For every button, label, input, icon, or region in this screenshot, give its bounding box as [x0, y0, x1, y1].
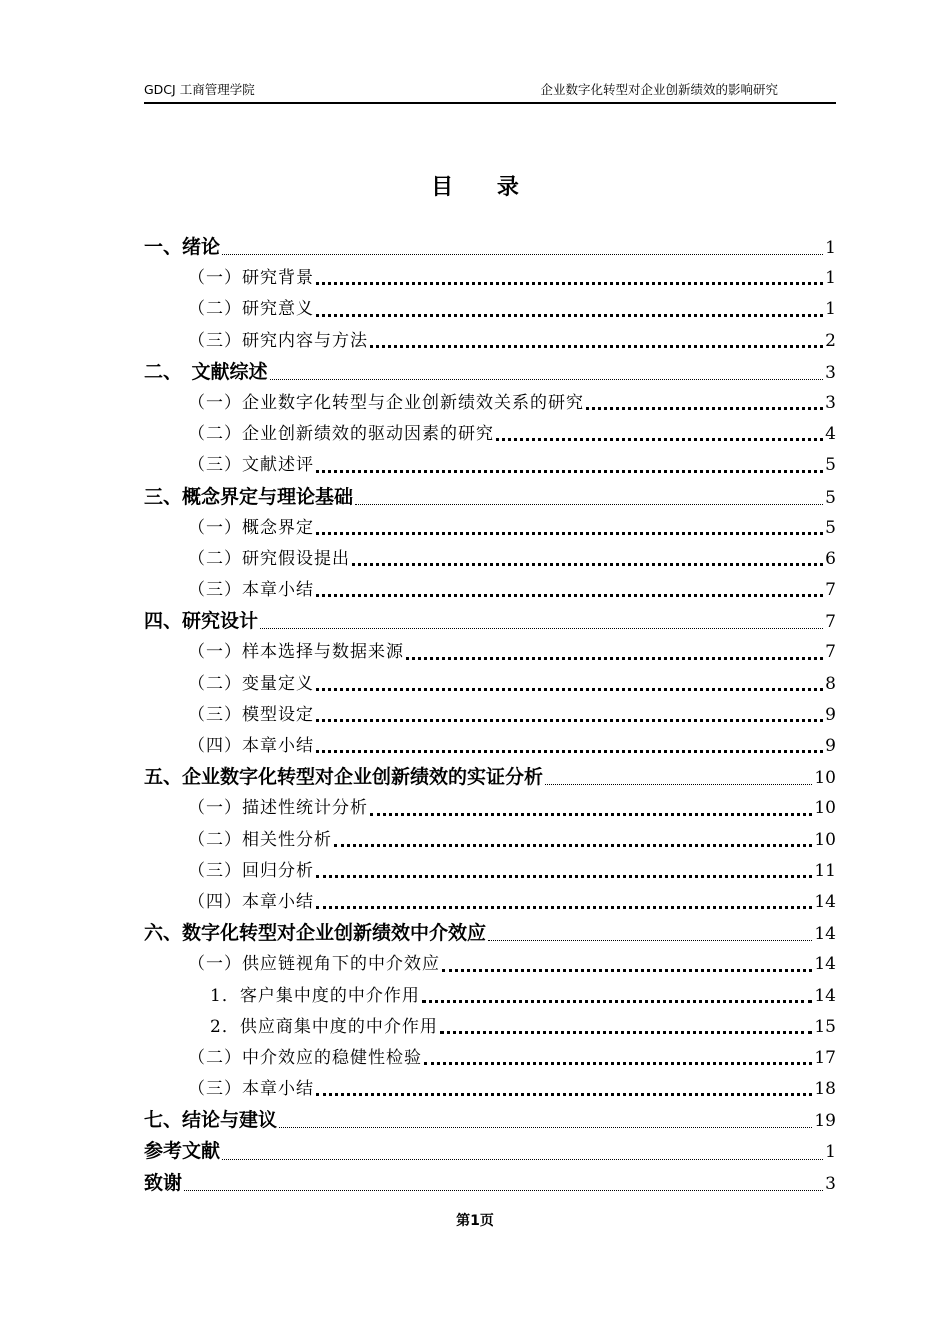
toc-entry-label: 1．客户集中度的中介作用 [210, 985, 420, 1006]
toc-dot-leader [406, 651, 823, 660]
toc-entry-label: 六、数字化转型对企业创新绩效中介效应 [144, 922, 487, 945]
toc-dot-leader [316, 744, 823, 753]
toc-entry-page: 15 [814, 1016, 836, 1037]
toc-entry-page: 17 [814, 1047, 836, 1068]
toc-entry[interactable] [144, 1074, 836, 1105]
header-school: GDCJ 工商管理学院 [144, 82, 255, 97]
toc-entry[interactable] [144, 294, 836, 325]
toc-entry-label: 七、结论与建议 [144, 1109, 278, 1132]
toc-dot-leader [355, 496, 823, 505]
toc-dot-leader [184, 1182, 823, 1191]
toc-dot-leader [316, 526, 823, 535]
toc-entry-label: 参考文献 [144, 1140, 221, 1163]
toc-dot-leader [222, 246, 823, 255]
toc-entry[interactable] [144, 949, 836, 980]
toc-entry-page: 14 [814, 891, 836, 912]
toc-dot-leader [316, 588, 823, 597]
table-of-contents [144, 232, 836, 1199]
toc-dot-leader [279, 1119, 812, 1128]
toc-entry-label: （四）本章小结 [188, 891, 314, 912]
toc-entry-label: （二）研究意义 [188, 299, 314, 320]
toc-entry-page: 3 [825, 362, 836, 383]
toc-entry-label: （二）相关性分析 [188, 829, 332, 850]
toc-entry-label: 2．供应商集中度的中介作用 [210, 1016, 438, 1037]
toc-entry-label: 致谢 [144, 1171, 183, 1194]
toc-entry-page: 6 [825, 548, 836, 569]
toc-entry-page: 1 [825, 299, 836, 320]
toc-entry-page: 1 [825, 268, 836, 289]
toc-dot-leader [316, 308, 823, 317]
toc-dot-leader [352, 557, 823, 566]
toc-title-char-2: 录 [496, 175, 519, 200]
toc-entry[interactable] [144, 357, 836, 388]
toc-entry-label: 三、概念界定与理论基础 [144, 485, 354, 508]
toc-entry-page: 19 [814, 1111, 836, 1132]
toc-entry-page: 5 [825, 517, 836, 538]
toc-dot-leader [316, 464, 823, 473]
toc-entry-label: （三）回归分析 [188, 860, 314, 881]
toc-entry-page: 9 [825, 704, 836, 725]
toc-entry-label: （三）本章小结 [188, 1079, 314, 1100]
toc-dot-leader [370, 807, 812, 816]
toc-dot-leader [442, 963, 812, 972]
toc-dot-leader [370, 339, 823, 348]
toc-entry-page: 2 [825, 330, 836, 351]
toc-entry[interactable] [144, 575, 836, 606]
toc-entry-label: （四）本章小结 [188, 736, 314, 756]
toc-entry-page: 3 [825, 1173, 836, 1194]
toc-entry-page: 9 [825, 736, 836, 756]
toc-entry-page: 5 [825, 455, 836, 476]
toc-entry[interactable] [144, 825, 836, 856]
toc-entry-page: 14 [814, 924, 836, 945]
toc-entry-page: 4 [825, 424, 836, 445]
toc-entry-label: （一）样本选择与数据来源 [188, 642, 404, 663]
toc-dot-leader [488, 932, 812, 941]
toc-entry-label: （一）描述性统计分析 [188, 798, 368, 819]
toc-entry-page: 10 [814, 798, 836, 819]
toc-entry[interactable] [144, 1168, 836, 1199]
toc-entry[interactable] [144, 669, 836, 700]
toc-title-char-1: 目 [431, 175, 454, 200]
toc-entry[interactable] [144, 482, 836, 513]
toc-entry[interactable] [144, 1012, 836, 1043]
toc-entry-page: 10 [814, 768, 836, 789]
toc-entry-label: （二）变量定义 [188, 673, 314, 694]
page-header [144, 76, 836, 104]
toc-entry-label: （三）文献述评 [188, 455, 314, 476]
toc-dot-leader [316, 713, 823, 722]
toc-dot-leader [496, 432, 823, 441]
toc-dot-leader [586, 401, 823, 410]
toc-entry[interactable] [144, 388, 836, 419]
toc-dot-leader [316, 869, 812, 878]
toc-entry-label: 四、研究设计 [144, 610, 259, 633]
toc-entry[interactable] [144, 731, 836, 762]
toc-dot-leader [222, 1151, 823, 1160]
header-thesis-title: 企业数字化转型对企业创新绩效的影响研究 [540, 82, 778, 97]
toc-dot-leader [316, 900, 812, 909]
toc-dot-leader [545, 776, 812, 785]
toc-entry-label: （二）中介效应的稳健性检验 [188, 1047, 422, 1068]
toc-entry-page: 18 [814, 1079, 836, 1100]
toc-entry-page: 11 [814, 860, 836, 881]
toc-entry[interactable] [144, 263, 836, 294]
toc-entry-page: 7 [825, 612, 836, 633]
toc-entry[interactable] [144, 887, 836, 918]
toc-entry-label: （一）供应链视角下的中介效应 [188, 954, 440, 975]
toc-entry-page: 5 [825, 487, 836, 508]
toc-entry-label: （二）研究假设提出 [188, 548, 350, 569]
toc-entry-label: （三）本章小结 [188, 580, 314, 601]
toc-entry-label: 一、绪论 [144, 236, 221, 258]
toc-entry[interactable] [144, 544, 836, 575]
toc-dot-leader [270, 371, 824, 380]
toc-entry[interactable] [144, 762, 836, 793]
toc-entry[interactable] [144, 232, 836, 263]
toc-entry[interactable] [144, 981, 836, 1012]
toc-dot-leader [334, 838, 812, 847]
toc-dot-leader [422, 994, 813, 1003]
toc-entry-page: 1 [825, 1142, 836, 1163]
toc-dot-leader [424, 1056, 812, 1065]
toc-entry[interactable] [144, 856, 836, 887]
toc-entry[interactable] [144, 1105, 836, 1136]
toc-dot-leader [316, 1087, 812, 1096]
toc-entry[interactable] [144, 513, 836, 544]
toc-entry[interactable] [144, 326, 836, 357]
toc-entry[interactable] [144, 419, 836, 450]
toc-entry[interactable] [144, 700, 836, 731]
toc-entry-page: 3 [825, 392, 836, 413]
toc-entry-page: 10 [814, 829, 836, 850]
page-number: 第1页 [456, 1213, 494, 1229]
toc-entry-page: 7 [825, 642, 836, 663]
toc-entry-label: 二、 文献综述 [144, 360, 268, 383]
toc-entry-page: 14 [814, 954, 836, 975]
toc-entry[interactable] [144, 637, 836, 668]
toc-entry-label: （三）模型设定 [188, 704, 314, 725]
toc-dot-leader [316, 276, 823, 285]
toc-entry-page: 8 [825, 673, 836, 694]
toc-entry-page: 1 [825, 238, 836, 258]
toc-title [0, 170, 950, 201]
toc-entry[interactable] [144, 1136, 836, 1167]
toc-dot-leader [260, 620, 823, 629]
toc-entry-label: （一）研究背景 [188, 268, 314, 289]
toc-entry[interactable] [144, 793, 836, 824]
toc-entry-page: 14 [814, 985, 836, 1006]
toc-entry-label: 五、企业数字化转型对企业创新绩效的实证分析 [144, 766, 544, 789]
toc-entry-label: （二）企业创新绩效的驱动因素的研究 [188, 424, 494, 445]
toc-entry[interactable] [144, 918, 836, 949]
toc-entry[interactable] [144, 450, 836, 481]
toc-entry-label: （一）企业数字化转型与企业创新绩效关系的研究 [188, 392, 584, 413]
toc-dot-leader [316, 682, 823, 691]
toc-entry-label: （三）研究内容与方法 [188, 330, 368, 351]
toc-entry[interactable] [144, 606, 836, 637]
toc-entry-label: （一）概念界定 [188, 517, 314, 538]
toc-dot-leader [440, 1025, 813, 1034]
toc-entry-page: 7 [825, 580, 836, 601]
toc-entry[interactable] [144, 1043, 836, 1074]
